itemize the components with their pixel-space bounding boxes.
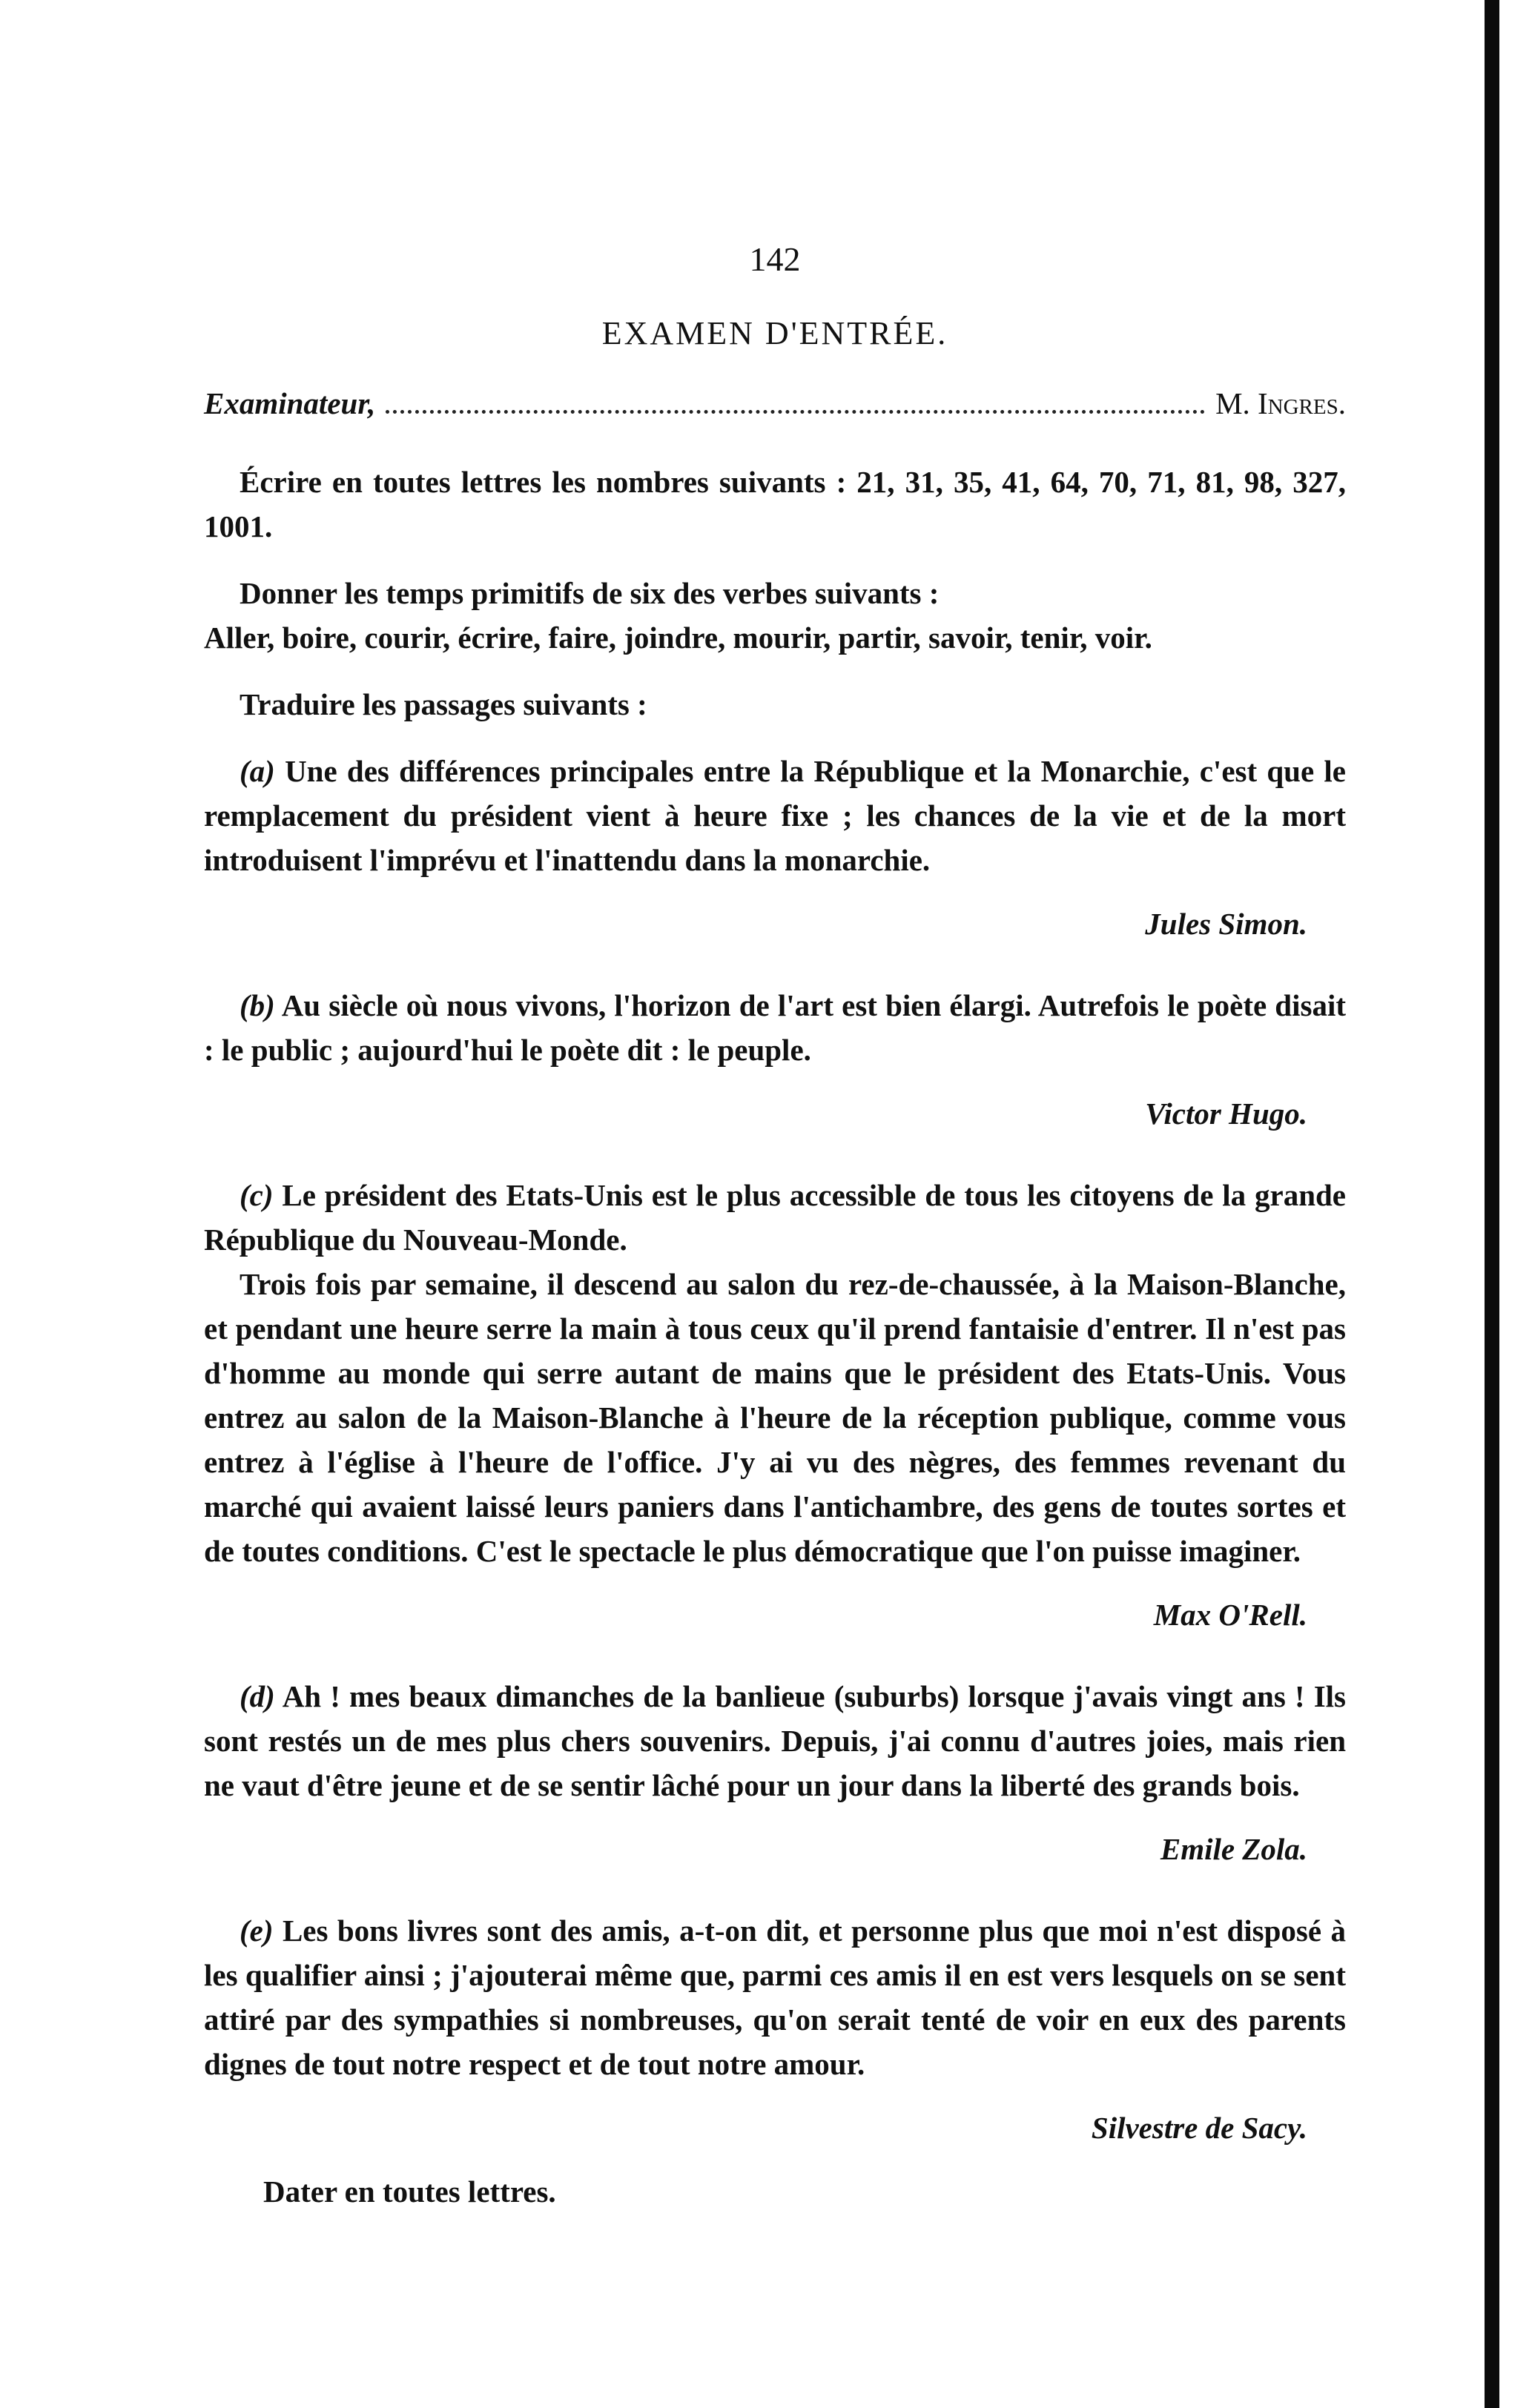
passage-marker: (c): [240, 1178, 274, 1212]
passage-d: [204, 1674, 1346, 1807]
passage-author: Jules Simon.: [1145, 907, 1307, 941]
examiner-line: [204, 381, 1346, 426]
passage-c: [204, 1173, 1346, 1262]
page-content: [204, 237, 1346, 2214]
passage-author: Emile Zola.: [1160, 1832, 1307, 1866]
page-edge-shadow: [1485, 0, 1499, 2408]
page-number: 142: [749, 240, 801, 278]
passage-b: [204, 983, 1346, 1072]
page-heading: EXAMEN D'ENTRÉE.: [601, 315, 948, 351]
passage-author: Victor Hugo.: [1145, 1096, 1307, 1131]
instruction-verbs: Donner les temps primitifs de six des verbes suivants :: [240, 576, 940, 610]
passage-marker: (e): [240, 1914, 274, 1948]
examiner-label: Examinateur,: [204, 386, 376, 420]
instruction-numbers: Écrire en toutes lettres les nombres suivants : 21, 31, 35, 41, 64, 70, 71, 81, 98, 327, 1001.: [204, 465, 1346, 543]
passage-author: Max O'Rell.: [1153, 1598, 1307, 1632]
examiner-name: M. Ingres.: [1215, 386, 1346, 420]
passage-author: Silvestre de Sacy.: [1091, 2111, 1307, 2145]
passage-text: Les bons livres sont des amis, a-t-on dit, et personne plus que moi n'est disposé à les qualifier ainsi ; j'ajouterai même que, parmi ces amis il en est vers lesquels on se sent attiré par des sympathies si nombreuses, qu'on serait tenté de voir en eux des parents dignes de tout notre respect et de tout notre amour.: [204, 1914, 1347, 2081]
passage-e: [204, 1908, 1346, 2086]
instruction-translate: Traduire les passages suivants :: [240, 687, 647, 721]
verbs-list: Aller, boire, courir, écrire, faire, joindre, mourir, partir, savoir, tenir, voir.: [204, 621, 1152, 655]
passage-text: Une des différences principales entre la République et la Monarchie, c'est que le remplacement du président vient à heure fixe ; les chances de la vie et de la mort introduisent l'imprévu et l'inattendu dans la monarchie.: [204, 754, 1346, 877]
passage-text: Ah ! mes beaux dimanches de la banlieue (suburbs) lorsque j'avais vingt ans ! Ils sont restés un de mes plus chers souvenirs. Depuis, j'ai connu d'autres joies, mais rien ne vaut d'être jeune et de se sentir lâché pour un jour dans la liberté des grands bois.: [204, 1679, 1347, 1802]
final-instruction: Dater en toutes lettres.: [263, 2174, 556, 2209]
passage-a: [204, 749, 1346, 882]
dotted-leader: [386, 410, 1205, 414]
passage-c-continued: Trois fois par semaine, il descend au salon du rez-de-chaussée, à la Maison-Blanche, et pendant une heure serre la main à tous ceux qu'il prend fantaisie d'entrer. Il n'est pas d'homme au monde qui serre autant de mains que le président des Etats-Unis. Vous entrez au salon de la Maison-Blanche à l'heure de la réception publique, comme vous entrez à l'église à l'heure de l'office. J'y ai vu des nègres, des femmes revenant du marché qui avaient laissé leurs paniers dans l'antichambre, des gens de toutes sortes et de toutes conditions. C'est le spectacle le plus démocratique que l'on puisse imaginer.: [204, 1267, 1346, 1568]
passage-marker: (b): [240, 988, 275, 1022]
passage-marker: (d): [240, 1679, 275, 1713]
passage-text: Le président des Etats-Unis est le plus accessible de tous les citoyens de la grande République du Nouveau-Monde.: [204, 1178, 1347, 1257]
passage-text: Au siècle où nous vivons, l'horizon de l'art est bien élargi. Autrefois le poète disait : le public ; aujourd'hui le poète dit : le peuple.: [204, 988, 1346, 1067]
passage-marker: (a): [240, 754, 275, 788]
